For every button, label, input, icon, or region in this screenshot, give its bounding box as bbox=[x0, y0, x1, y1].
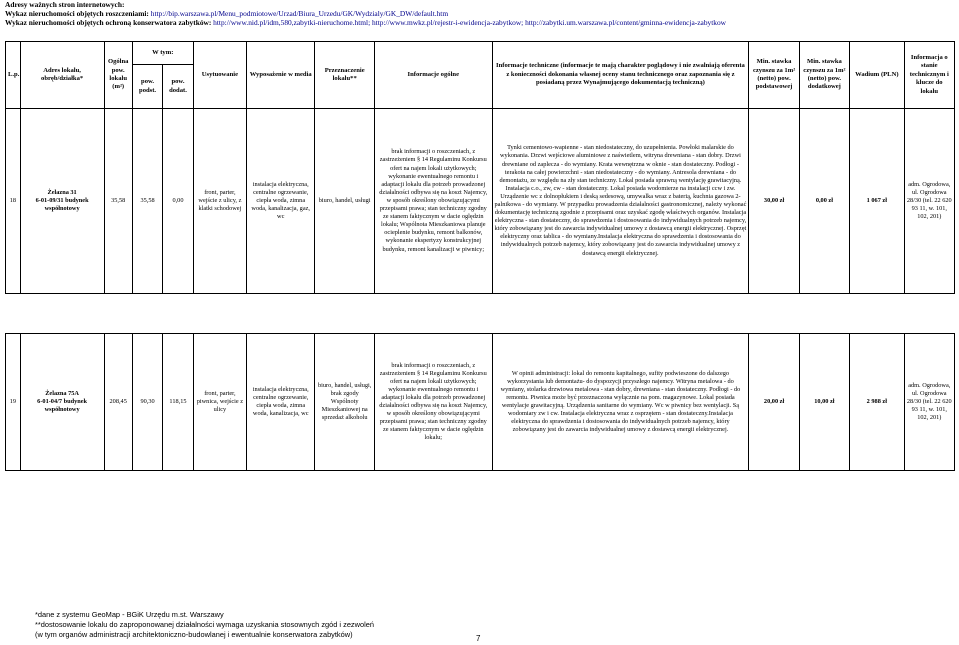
monuments-label: Wykaz nieruchomości objętych ochroną konserwatora zabytków: bbox=[5, 18, 212, 27]
col-pow-podst: pow. podst. bbox=[132, 65, 162, 109]
row-przeznaczenie: biuro, handel, usługi, brak zgody Wspólnoty Mieszkaniowej na sprzedaż alkoholu bbox=[315, 334, 375, 471]
page-number: 7 bbox=[476, 634, 481, 643]
col-info-tech: Informacje techniczne (informacje te mają charakter poglądowy i nie zwalniają oferenta z konieczności dokonania własnej oceny stanu technicznego oraz zapoznania się z posiadaną przez Wynajmującego dokumentacją techniczną) bbox=[492, 42, 749, 109]
row-podst: 90,30 bbox=[132, 334, 162, 471]
footnote-3: (w tym organów administracji architektoniczno-budowlanej i ewentualnie konserwatora zabytków) bbox=[35, 630, 353, 639]
premises-table bbox=[5, 41, 955, 471]
table-row bbox=[6, 334, 955, 471]
row-lp: 18 bbox=[6, 109, 21, 294]
col-ogolna: Ogólna pow. lokalu (m²) bbox=[104, 42, 132, 109]
row-wyposazenie: instalacja elektryczna, centralne ogrzewanie, ciepła woda, zimna woda, kanalizacja, wc bbox=[247, 334, 315, 471]
table-row bbox=[6, 109, 955, 294]
row-lp: 19 bbox=[6, 334, 21, 471]
header-line-2 bbox=[5, 9, 448, 18]
col-pow-dodat: pow. dodat. bbox=[163, 65, 193, 109]
row-wadium: 1 067 zł bbox=[850, 109, 905, 294]
row-wyposazenie: instalacja elektryczna, centralne ogrzewanie, ciepła woda, zimna woda, kanalizacja, gaz, wc bbox=[247, 109, 315, 294]
row-min-podst: 30,00 zł bbox=[749, 109, 799, 294]
row-info-tech: Tynki cementowo-wapienne - stan niedostateczny, do uzupełnienia. Powłoki malarskie do wykonania. Drzwi wejściowe aluminiowe z naświetlem, witryna drewniana - stan dobry. Drzwi drewniane od zaplecza - do wymiany. Krata wewnętrzna w oknie - stan dostateczny. Podłogi - terakota na całej powierzchni - stan niedostateczny - do wymiany. Antresola drewniana - do demontażu, ze względu na zły stan techniczny. Lokal posiada sprawną wentylację grawitacyjną. Instalacja c.o., zw, cw - stan dostateczny. Lokal posiada wodomierze na instalacji ccw i zw. Urządzenie wc z dolnopłukiem i deską sedesową, umywalka wraz z baterią, kuchnia gazowa 2-palnikowa - do wymiany. W przypadku prowadzenia działalności gastronomicznej, należy wykonać dokumentację techniczną zgodnie z przepisami oraz uzyskać zgodę właściwych organów. Instalacja elektryczna - stan dostateczny, do sprawdzenia i dostosowania do indywidualnych potrzeb najemcy, który zobowiązany jest do zawarcia indywidualnej umowy z dostawcą energii elektrycznej. Osprzęt elektryczny oraz tablica - do wymiany.Instalacja elektryczna do sprawdzenia i dostosowania do indywidualnych potrzeb najemcy, który zobowiązany jest do zawarcia indywidualnej umowy z dostawcą energii elektrycznej. bbox=[492, 109, 749, 294]
col-lp: L.p. bbox=[6, 42, 21, 109]
row-info-stan: adm. Ogrodowa, ul. Ogrodowa 28/30 (tel. 22 620 93 11, w. 101, 102, 201) bbox=[904, 109, 954, 294]
row-przeznaczenie: biuro, handel, usługi bbox=[315, 109, 375, 294]
row-info-tech: W opinii administracji: lokal do remontu kapitalnego, sufity podwieszone do dalszego wykorzystania lub demontażu- do dyspozycji przyszłego najemcy. Witryna metalowa - do wymiany, stolarka drzwiowa metalowa - stan dobry, drewniana - stan dostateczny. Podłogi - do remontu. Piwnica może być przeznaczona wyłącznie na pom. magazynowe. Lokal posiada wentylacje grawitacyjną. Urządzenia sanitarne do wymiany. Wc w piwnicy bez wentylacji. Są wodomiary zw i cw. Instalacja elektryczna wraz z osprzętem - stan dostateczny.Instalacja elektryczna do sprawdzenia i dostosowania do indywidualnych potrzeb najemcy, który zobowiązany jest do zawarcia indywidualnej umowy z dostawcą energii elektrycznej. bbox=[492, 334, 749, 471]
col-adres: Adres lokalu, obręb/działka* bbox=[20, 42, 104, 109]
row-wadium: 2 988 zł bbox=[850, 334, 905, 471]
row-adres: Żelazna 75A 6-01-04/7 budynek współnotowy bbox=[20, 334, 104, 471]
header-line-3 bbox=[5, 18, 726, 27]
row-info-ogolne: brak informacji o roszczeniach, z zastrzeżeniem § 14 Regulaminu Konkursu ofert na najem lokali użytkowych; wykonanie ewentualnego remontu i adaptacji lokalu dla potrzeb prowadzonej działalności odbywa się na koszt Najemcy, w sposób określony obowiązującymi przepisami prawa; stan techniczny zgodny ze stanem faktycznym w dacie oględzin lokalu; Wspólnota Mieszkaniowa planuje ocieplenie budynku, remont balkonów, wykonanie ekspertyzy konstrukcyjnej budynku, remont kanalizacji w piwnicy; bbox=[375, 109, 492, 294]
footnote-1: *dane z systemu GeoMap - BGiK Urzędu m.st. Warszawy bbox=[35, 610, 224, 619]
row-info-ogolne: brak informacji o roszczeniach, z zastrzeżeniem § 14 Regulaminu Konkursu ofert na najem lokali użytkowych; wykonanie ewentualnego remontu i adaptacji lokalu dla potrzeb prowadzonej działalności odbywa się na koszt Najemcy, w sposób określony obowiązującymi przepisami prawa; stan techniczny zgodny ze stanem faktycznym w dacie oględzin lokalu; bbox=[375, 334, 492, 471]
col-wyposazenie: Wyposażenie w media bbox=[247, 42, 315, 109]
row-usytuowanie: front, parter, wejście z ulicy, z klatki schodowej bbox=[193, 109, 246, 294]
row-min-podst: 20,00 zł bbox=[749, 334, 799, 471]
col-przeznaczenie: Przeznaczenie lokalu** bbox=[315, 42, 375, 109]
row-ogolna: 208,45 bbox=[104, 334, 132, 471]
row-min-dodat: 10,00 zł bbox=[799, 334, 849, 471]
col-min-podst: Min. stawka czynszu za 1m² (netto) pow. podstawowej bbox=[749, 42, 799, 109]
claims-label: Wykaz nieruchomości objętych roszczeniami: bbox=[5, 9, 149, 18]
row-adres: Żelazna 31 6-01-09/31 budynek współnotowy bbox=[20, 109, 104, 294]
col-min-dodat: Min. stawka czynszu za 1m² (netto) pow. dodatkowej bbox=[799, 42, 849, 109]
col-wadium: Wadium (PLN) bbox=[850, 42, 905, 109]
row-podst: 35,58 bbox=[132, 109, 162, 294]
row-dodat: 118,15 bbox=[163, 334, 193, 471]
col-info-ogolne: Informacje ogólne bbox=[375, 42, 492, 109]
col-usytuowanie: Usytuowanie bbox=[193, 42, 246, 109]
header-title: Adresy ważnych stron internetowych: bbox=[5, 0, 125, 9]
col-info-stan: Informacja o stanie technicznym i klucze do lokalu bbox=[904, 42, 954, 109]
row-ogolna: 35,58 bbox=[104, 109, 132, 294]
footnote-2: **dostosowanie lokalu do zaproponowanej działalności wymaga uzyskania stosownych zgód i zezwoleń bbox=[35, 620, 374, 629]
col-w-tym: W tym: bbox=[132, 42, 193, 65]
row-info-stan: adm. Ogrodowa, ul. Ogrodowa 28/30 (tel. 22 620 93 11, w. 101, 102, 201) bbox=[904, 334, 954, 471]
header-line-1 bbox=[5, 0, 124, 9]
claims-link[interactable]: http://bip.warszawa.pl/Menu_podmiotowe/Urzad/Biura_Urzedu/GK/Wydzialy/GK_DW/default.htm bbox=[150, 9, 449, 18]
row-dodat: 0,00 bbox=[163, 109, 193, 294]
row-min-dodat: 0,00 zł bbox=[799, 109, 849, 294]
row-usytuowanie: front, parter, piwnica, wejście z ulicy bbox=[193, 334, 246, 471]
monuments-links[interactable]: http://www.nid.pl/idm,580,zabytki-nieruchome.html; http://www.mwkz.pl/rejestr-i-ewidencja-zabytkow; http://zabytki.um.warszawa.pl/content/gminna-ewidencja-zabytkow bbox=[213, 18, 726, 27]
